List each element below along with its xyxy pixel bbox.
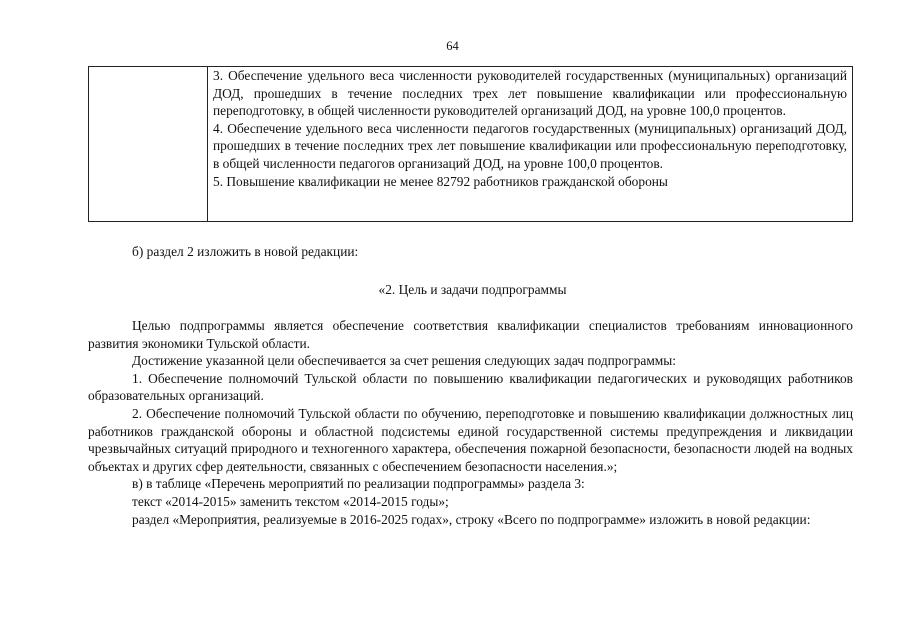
page-number: 64: [446, 39, 459, 53]
task-2-paragraph: 2. Обеспечение полномочий Тульской области по обучению, переподготовке и повышению квалификации должностных лиц работников гражданской обороны и областной подсистемы единой государственной системы предупреждения и ликвидации чрезвычайных ситуаций природного и техногенного характера, обеспечения пожарной безопасности, безопасности людей на водных объектах и других сфер деятельности, связанных с обеспечением безопасности населения.»;: [88, 405, 853, 474]
tasks-intro-paragraph: Достижение указанной цели обеспечивается за счет решения следующих задач подпрограммы:: [132, 353, 676, 369]
indicator-item: 3. Обеспечение удельного веса численности руководителей государственных (муниципальных) организаций ДОД, прошедших в течение последних трех лет повышение квалификации или профессиональную переподготовку, в общей численности руководителей организаций ДОД, на уровне 100,0 процентов.: [213, 68, 847, 119]
table-indicators-cell: [208, 67, 852, 221]
indicator-item: 5. Повышение квалификации не менее 82792 работников гражданской обороны: [213, 173, 668, 189]
table-empty-cell: [89, 67, 208, 221]
task-1-paragraph: 1. Обеспечение полномочий Тульской области по повышению квалификации педагогических и руководящих работников образовательных организаций.: [88, 370, 853, 404]
section-body: [88, 317, 853, 528]
section-heading: «2. Цель и задачи подпрограммы: [378, 282, 567, 297]
goal-paragraph: Целью подпрограммы является обеспечение соответствия квалификации специалистов требованиям инновационного развития экономики Тульской области.: [88, 318, 853, 351]
amendment-v-paragraph: в) в таблице «Перечень мероприятий по реализации подпрограммы» раздела 3:: [132, 476, 585, 492]
text-replace-paragraph: текст «2014-2015» заменить текстом «2014-2015 годы»;: [132, 493, 449, 509]
section-row-paragraph: раздел «Мероприятия, реализуемые в 2016-2025 годах», строку «Всего по подпрограмме» изложить в новой редакции:: [132, 511, 811, 527]
indicator-item: 4. Обеспечение удельного веса численности педагогов государственных (муниципальных) организаций ДОД, прошедших в течение последних трех лет повышение квалификации или профессиональную переподготовку, в общей численности педагогов организаций ДОД, на уровне 100,0 процентов.: [213, 120, 847, 171]
amendment-b: б) раздел 2 изложить в новой редакции:: [132, 244, 359, 259]
indicators-table: [88, 66, 853, 222]
